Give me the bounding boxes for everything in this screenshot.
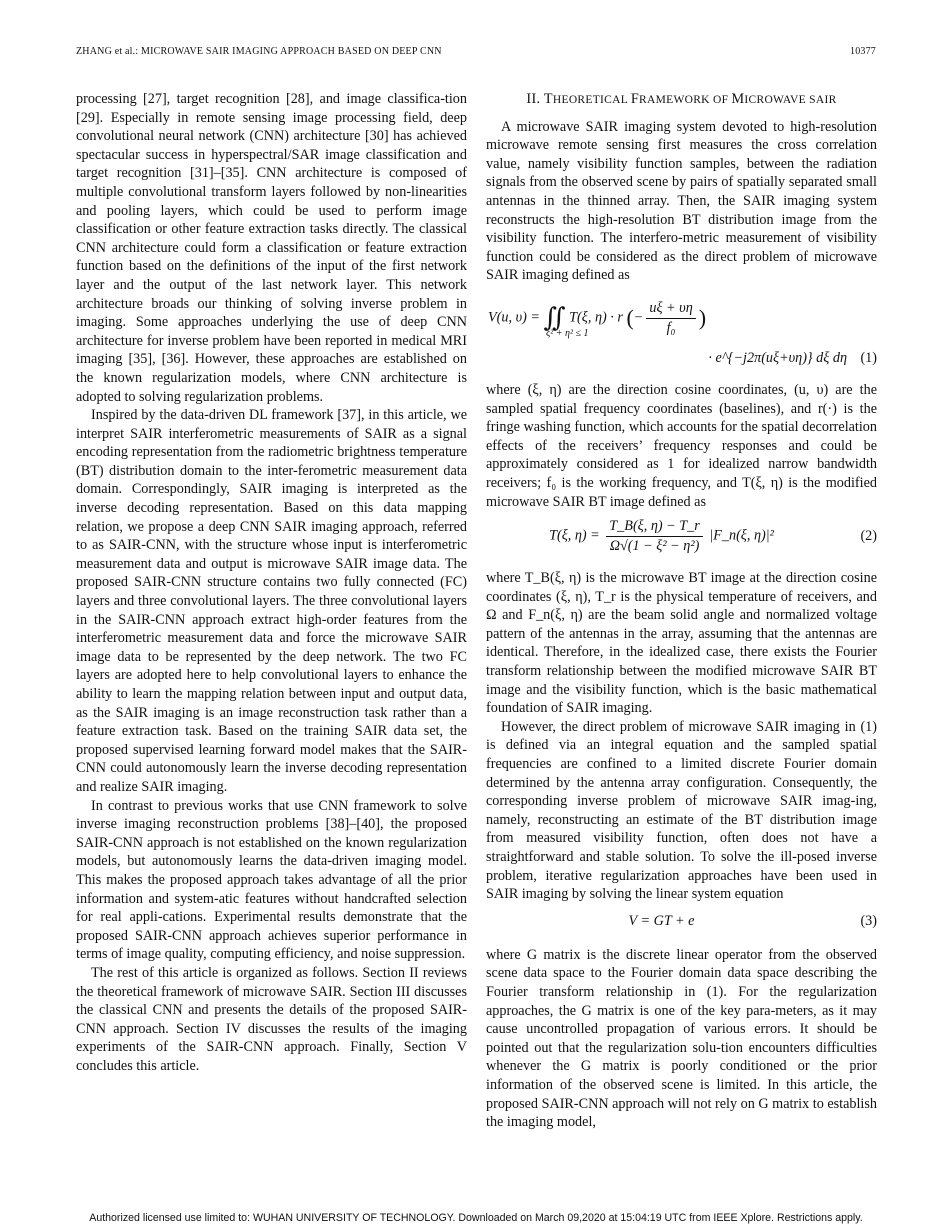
paragraph: where T_B(ξ, η) is the microwave BT image at the direction cosine coordinates (ξ, η), T_r is the physical temperature of receivers, and Ω and F_n(ξ, η) are the beam solid angle and normalized voltage pattern of the antennas in the array, assuming that the antennas are identical. Therefore, in the idealized case, there exists the Fourier transform relationship between the modified microwave SAIR BT image and the visibility function, which is the basic mathematical foundation of SAIR imaging.: [486, 570, 877, 717]
equation-2: T(ξ, η) = $\frac{T\_B(\xi, \eta) - T\_r}{\text{Ω√(1 − ξ² − η²)}}$ |F_n(ξ, η)|² (2): [549, 518, 877, 554]
integral-region: ξ² + η² ≤ 1: [546, 327, 589, 339]
equation-number: (3): [860, 912, 877, 929]
paragraph: However, the direct problem of microwave SAIR imaging in (1) is defined via an integral equation and the sampled spatial frequencies are confined to a limited discrete Fourier domain determined by the antenna array configuration. Consequently, the corresponding inverse problem of microwave SAIR imag-ing, namely, reconstructing an estimate of the BT distribution image from measured visibility function, often does not have a straightforward and stable solution. To solve the ill-posed inverse problem, iterative regularization approaches have been used in SAIR imaging by solving the linear system equation: [486, 718, 877, 903]
paragraph: where G matrix is the discrete linear operator from the observed scene data space to the Fourier domain data space describing the Fourier transform relationship in (1). For the regularization approaches, the G matrix is one of the key para-meters, as it may cause uncontrolled propagation of various errors. It should be pointed out that the regularization solu-tion encounters difficulties whenever the G matrix is poorly conditioned or the prior information of the observed scene is limited. In this article, the proposed SAIR-CNN approach will not rely on G matrix to establish the imaging model,: [486, 946, 877, 1131]
equation-number: (1): [860, 349, 877, 366]
equation-3: V = GT + e (3): [628, 912, 877, 929]
running-title: ZHANG et al.: MICROWAVE SAIR IMAGING APPROACH BASED ON DEEP CNN: [76, 46, 442, 57]
page-number: 10377: [850, 46, 876, 57]
equation-1: V(u, υ) = ∬ T(ξ, η) · r (− $\frac{u\xi + \upsilon\eta}{\text{f₀}}$ ) ξ² + η² ≤ 1 · e^{−j2π(uξ+υη)} dξ dη (1): [488, 299, 877, 366]
right-column: [486, 90, 877, 1132]
paragraph: In contrast to previous works that use CNN framework to solve inverse imaging reconstruction problems [38]–[40], the proposed SAIR-CNN approach is not established on the known regularization models, but autonomously learns the data-driven imaging model. This makes the proposed approach takes advantage of all the prior information and system-atic features without handcrafted selection for real appli-cations. Experimental results demonstrate that the proposed SAIR-CNN approach achieves superior performance in terms of image quality, computing efficiency, and noise suppression.: [76, 797, 467, 963]
left-column: [76, 90, 467, 1075]
running-header: [76, 46, 876, 60]
equation-number: (2): [860, 528, 877, 545]
paragraph: The rest of this article is organized as follows. Section II reviews the theoretical framework of microwave SAIR. Section III discusses the classical CNN and presents the details of the proposed SAIR-CNN approach. Section IV discusses the results of the imaging experiments of the SAIR-CNN approach. Finally, Section V concludes this article.: [76, 964, 467, 1074]
paragraph: Inspired by the data-driven DL framework [37], in this article, we interpret SAIR interferometric measurements of SAIR as a signal encoding representation from the radiometric brightness temperature (BT) distribution domain to the inter-ferometric measurement data domain. Correspondingly, SAIR imaging is interpreted as the inverse decoding representation. Based on this data mapping relation, we propose a deep CNN SAIR imaging approach, referred to as SAIR-CNN, with the structure whose input is interferometric measurement data and output is microwave SAIR image data. The proposed SAIR-CNN structure contains two fully connected (FC) layers and three convolutional layers. The three convolutional layers in the SAIR-CNN approach extract high-order features from the interferometric measurement data and force the microwave SAIR image data to be represented by the deep network. The two FC layers are adopted here to help convolutional layers to enhance the ability to learn the mapping relation between input and output data, as the SAIR imaging is an image reconstruction task rather than a feature extraction task. Based on the training SAIR data set, the proposed supervised learning forward model makes that the SAIR-CNN could autonomously learn the inverse decoding representation and realize SAIR imaging.: [76, 407, 467, 795]
paragraph: where (ξ, η) are the direction cosine coordinates, (u, υ) are the sampled spatial frequency coordinates (baselines), and r(·) is the fringe washing function, which accounts for the spatial decorrelation effects of the receivers’ frequency responses and could be approximately considered as 1 for idealized narrow bandwidth receivers; f₀ is the working frequency, and T(ξ, η) is the modified microwave SAIR BT image defined as: [486, 381, 877, 510]
paragraph: processing [27], target recognition [28], and image classifica-tion [29]. Especially in remote sensing image processing field, deep convolutional neural network (CNN) architecture [30] has achieved spectacular success in hyperspectral/SAR image classification and target recognition [31]–[35]. CNN architecture is composed of multiple convolutional transform layers followed by non-linearities and pooling layers, which could be used to perform image classification or other feature extraction tasks directly. The classical CNN architecture could form a classification or feature extraction function based on the definitions of the input of the first network layer and the output of the last network layer. This network architecture broads our thinking of solving inverse problem in imaging. Some approaches underlying the use of deep CNN architecture for inverse problem have been reported in medical MRI imaging [35], [36]. However, these approaches are established on the known regularization models, where CNN architecture is adopted to solving regularization problems.: [76, 91, 467, 405]
license-footer: Authorized licensed use limited to: WUHAN UNIVERSITY OF TECHNOLOGY. Downloaded on March 09,2020 at 15:04:19 UTC from IEEE Xplore. Restrictions apply.: [89, 1212, 863, 1224]
section-heading: II. THEORETICAL FRAMEWORK OF MICROWAVE SAIR: [526, 91, 837, 107]
paragraph: A microwave SAIR imaging system devoted to high-resolution microwave remote sensing first measures the cross correlation value, namely visibility function samples, between the radiation signals from the observed scene by pairs of spatially separated small antennas in the thinned array. Then, the SAIR imaging system reconstructs the high-resolution BT distribution image from the visibility function. The interfero-metric measurement of visibility function could be considered as the direct problem of microwave SAIR imaging defined as: [486, 118, 877, 284]
